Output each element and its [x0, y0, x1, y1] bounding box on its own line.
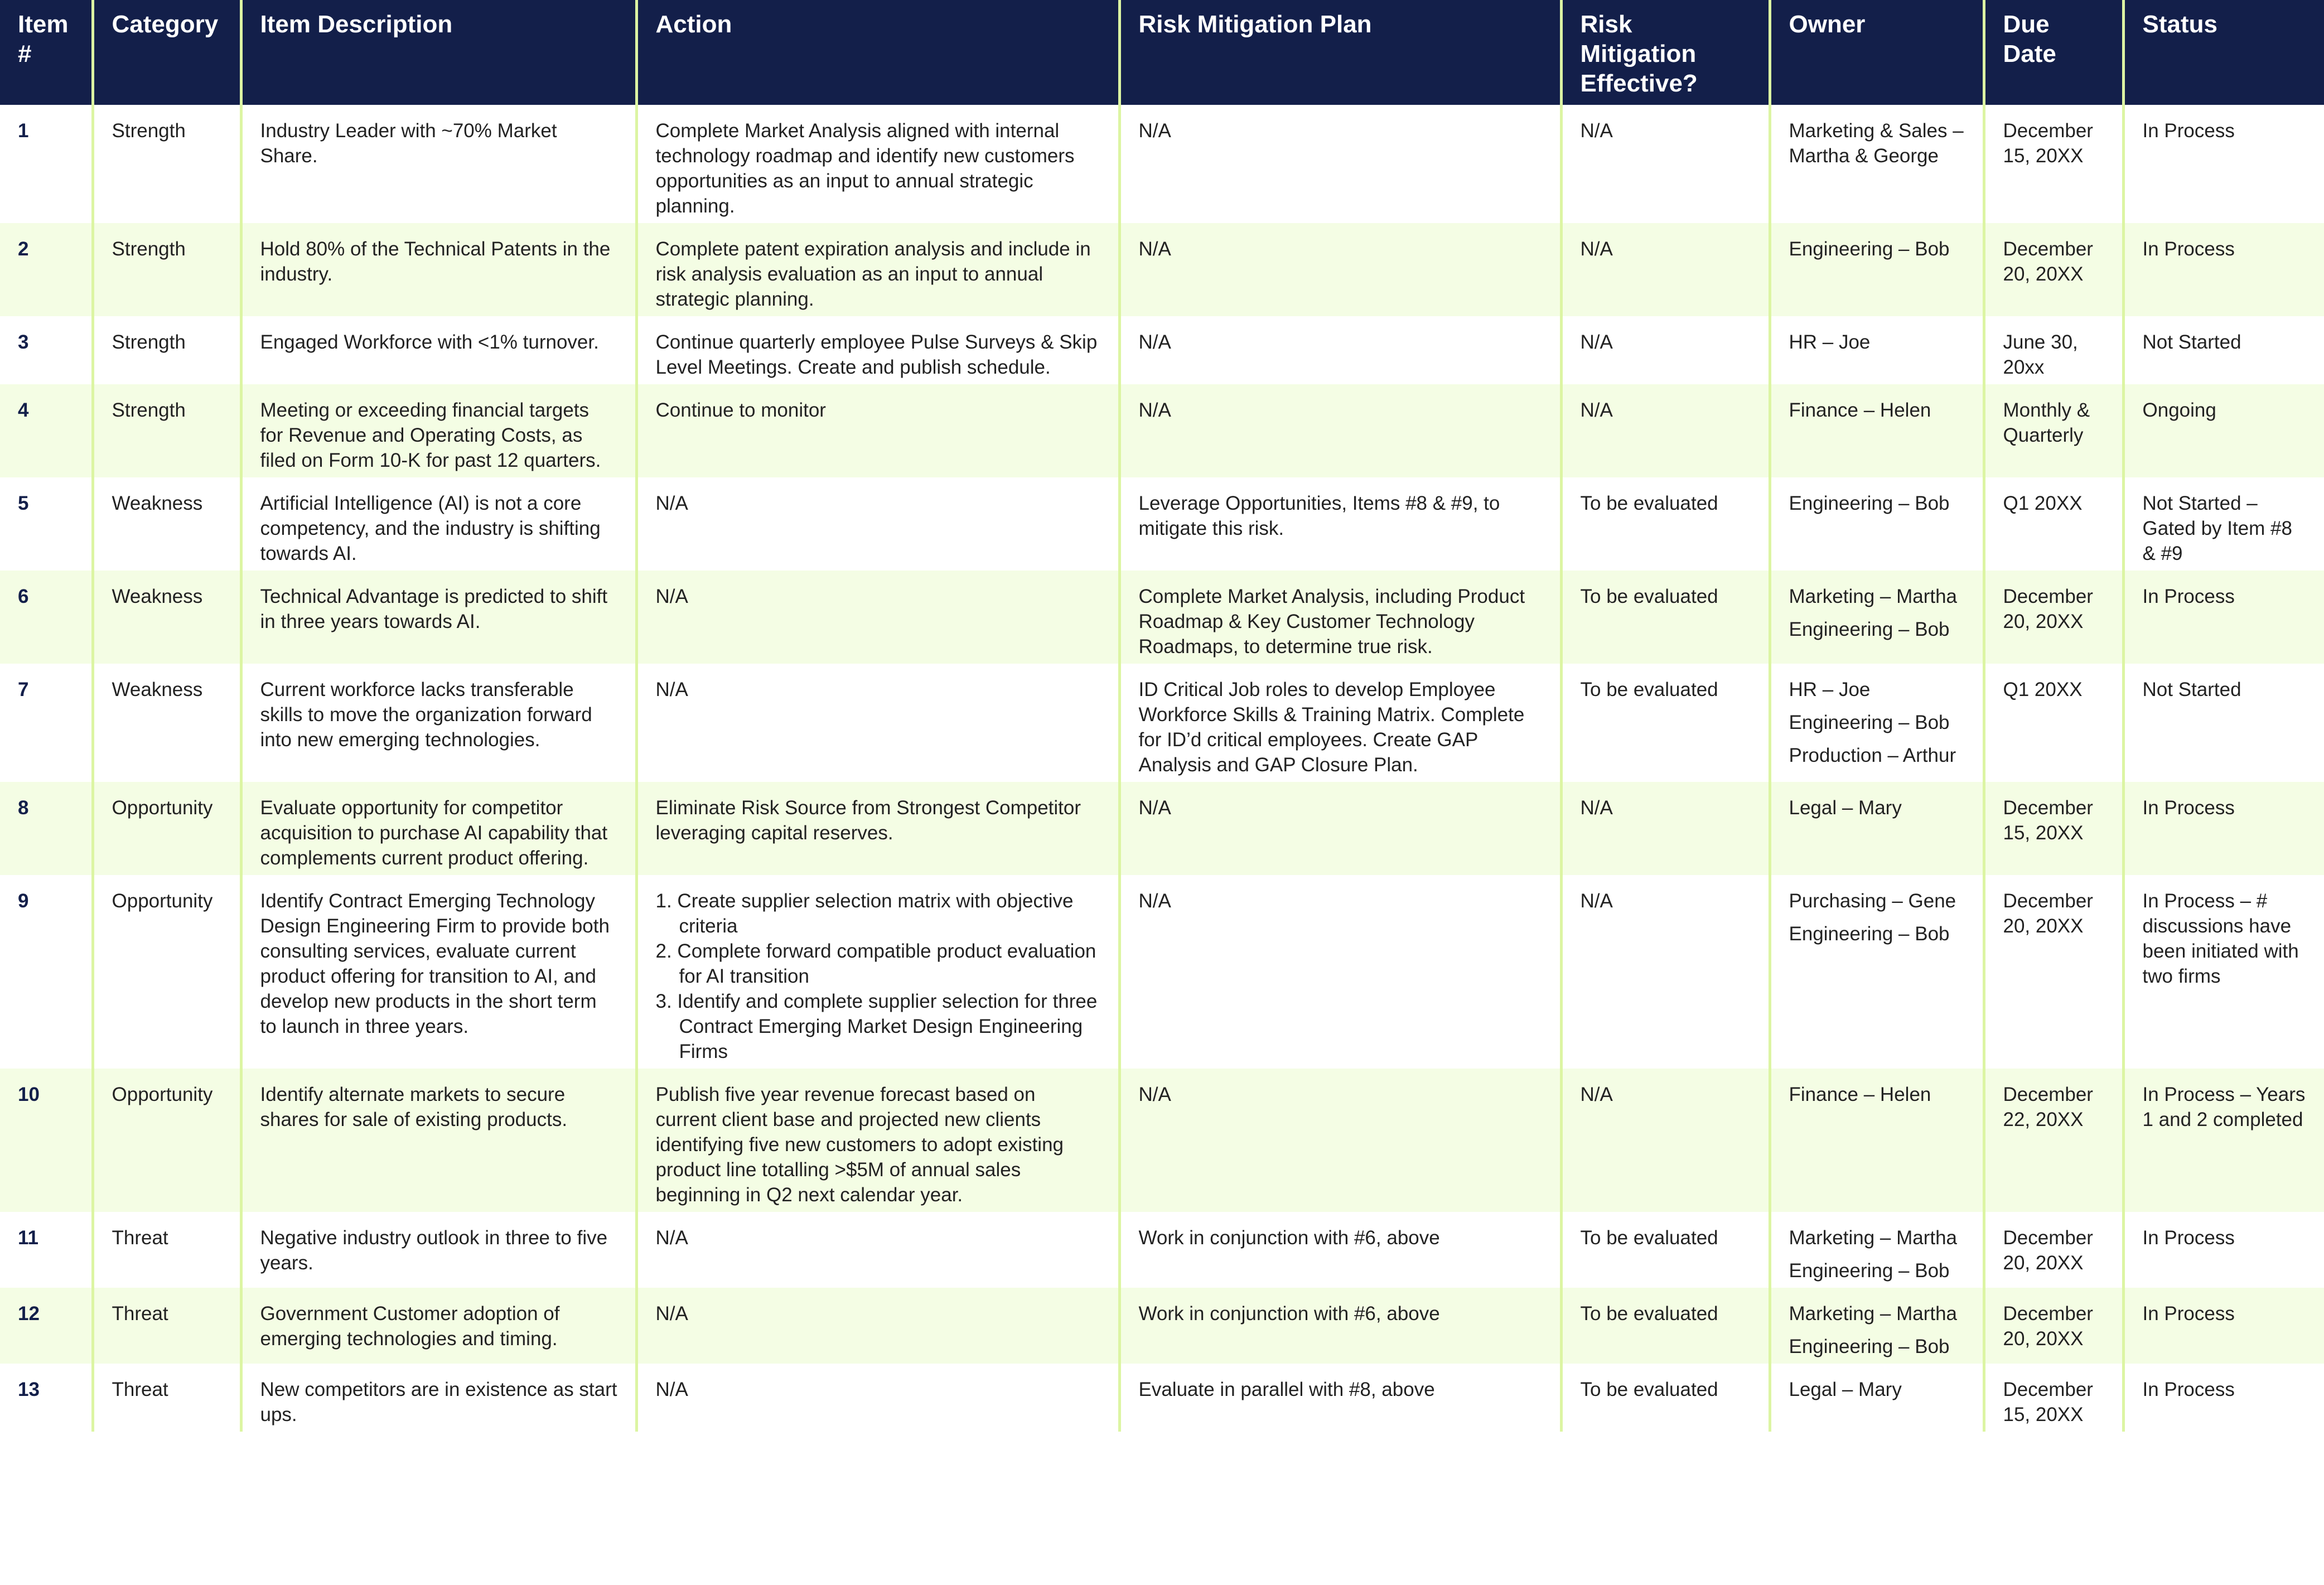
item-description-cell: Hold 80% of the Technical Patents in the industry.	[241, 223, 636, 316]
due-date-cell: December 15, 20XX	[1984, 1364, 2123, 1432]
owner-cell	[1770, 664, 1984, 782]
header-risk-mitigation-effective	[1561, 0, 1770, 105]
item-number-cell: 11	[0, 1212, 93, 1288]
owner-cell	[1770, 875, 1984, 1069]
item-description-cell: New competitors are in existence as start ups.	[241, 1364, 636, 1432]
risk-mitigation-effective-cell: N/A	[1561, 316, 1770, 384]
header-action: Action	[636, 0, 1119, 105]
table-row	[0, 1364, 2324, 1432]
status-cell: Not Started	[2142, 679, 2241, 700]
category-cell: Strength	[93, 316, 241, 384]
action-steps-list	[656, 888, 1100, 1064]
status-cell: In Process – Years 1 and 2 completed	[2123, 1069, 2324, 1212]
header-effective-line-2: Effective?	[1580, 70, 1698, 97]
item-number-cell: 13	[0, 1364, 93, 1432]
risk-mitigation-plan-cell: N/A	[1119, 316, 1561, 384]
table-header	[0, 0, 2324, 105]
action-cell: N/A	[636, 1288, 1119, 1364]
action-cell	[636, 875, 1119, 1069]
action-cell: N/A	[636, 571, 1119, 664]
risk-mitigation-plan-cell: N/A	[1119, 223, 1561, 316]
due-date-cell: December 15, 20XX	[1984, 782, 2123, 875]
item-number-cell: 5	[0, 477, 93, 571]
risk-mitigation-plan-cell: N/A	[1119, 782, 1561, 875]
risk-mitigation-effective-cell: To be evaluated	[1561, 664, 1770, 782]
action-step: 1. Create supplier selection matrix with objective criteria	[655, 890, 1074, 937]
risk-mitigation-effective-cell: N/A	[1561, 223, 1770, 316]
status-cell: In Process	[2142, 120, 2235, 142]
table-row	[0, 384, 2324, 477]
risk-mitigation-plan-cell: Evaluate in parallel with #8, above	[1119, 1364, 1561, 1432]
status-cell: In Process	[2123, 1288, 2324, 1364]
owner-name: HR – Joe	[1789, 679, 1871, 700]
table-row	[0, 1212, 2324, 1288]
status-cell: In Process	[2123, 571, 2324, 664]
owner-cell	[1770, 782, 1984, 875]
table-body	[0, 105, 2324, 1432]
status-cell: In Process	[2123, 782, 2324, 875]
header-owner: Owner	[1770, 0, 1984, 105]
risk-mitigation-plan-cell: N/A	[1119, 875, 1561, 1069]
action-cell: N/A	[636, 1364, 1119, 1432]
risk-mitigation-plan-cell: N/A	[1119, 1069, 1561, 1212]
item-number-cell: 2	[0, 223, 93, 316]
owner-cell	[1770, 1364, 1984, 1432]
risk-mitigation-plan-cell: ID Critical Job roles to develop Employee Workforce Skills & Training Matrix. Complete for ID’d critical employees. Create GAP Analysis and GAP Closure Plan.	[1119, 664, 1561, 782]
item-description-cell: Meeting or exceeding financial targets for Revenue and Operating Costs, as filed on Form 10-K for past 12 quarters.	[241, 384, 636, 477]
owner-name: Engineering – Bob	[1789, 712, 1950, 733]
category-cell: Weakness	[93, 664, 241, 782]
item-number-cell: 12	[0, 1288, 93, 1364]
category-cell: Threat	[93, 1288, 241, 1364]
status-cell: Not Started	[2142, 331, 2241, 353]
header-item-line-2: #	[18, 40, 32, 67]
owner-name: Engineering – Bob	[1789, 238, 1950, 260]
owner-name: Engineering – Bob	[1789, 1260, 1950, 1282]
owner-name: Marketing – Martha	[1789, 1227, 1958, 1249]
risk-mitigation-plan-cell: N/A	[1119, 384, 1561, 477]
due-date-cell: December 20, 20XX	[1984, 223, 2123, 316]
action-cell: Eliminate Risk Source from Strongest Competitor leveraging capital reserves.	[636, 782, 1119, 875]
due-date-cell: December 20, 20XX	[1984, 875, 2123, 1069]
category-cell: Strength	[93, 105, 241, 223]
category-cell: Opportunity	[93, 1069, 241, 1212]
risk-mitigation-plan-cell: Work in conjunction with #6, above	[1119, 1288, 1561, 1364]
item-number-cell: 6	[0, 571, 93, 664]
action-cell: N/A	[636, 477, 1119, 571]
header-category: Category	[93, 0, 241, 105]
risk-mitigation-effective-cell: To be evaluated	[1561, 1288, 1770, 1364]
owner-name: Engineering – Bob	[1789, 923, 1950, 945]
header-status: Status	[2123, 0, 2324, 105]
due-date-cell: June 30, 20xx	[1984, 316, 2123, 384]
owner-name: Purchasing – Gene	[1789, 890, 1956, 912]
risk-mitigation-effective-cell: To be evaluated	[1561, 1212, 1770, 1288]
owner-name: Legal – Mary	[1789, 797, 1902, 819]
owner-name: Marketing – Martha	[1789, 586, 1958, 607]
header-due-line-1: Due	[2003, 11, 2050, 38]
due-date-cell: December 22, 20XX	[1984, 1069, 2123, 1212]
table-row	[0, 477, 2324, 571]
owner-cell	[1770, 223, 1984, 316]
action-cell: Publish five year revenue forecast based on current client base and projected new clients identifying five new customers to adopt existing product line totalling >$5M of annual sales beginning in Q2 next calendar year.	[636, 1069, 1119, 1212]
status-cell: In Process	[2142, 1227, 2235, 1249]
item-description-cell: Identify alternate markets to secure shares for sale of existing products.	[241, 1069, 636, 1212]
item-description-cell: Current workforce lacks transferable skills to move the organization forward into new emerging technologies.	[241, 664, 636, 782]
table-row	[0, 875, 2324, 1069]
action-step: 3. Identify and complete supplier selection for three Contract Emerging Market Design Engineering Firms	[655, 990, 1098, 1062]
due-date-cell: December 20, 20XX	[1984, 571, 2123, 664]
status-cell: In Process	[2142, 1379, 2235, 1400]
category-cell: Strength	[93, 384, 241, 477]
owner-cell	[1770, 477, 1984, 571]
category-cell: Strength	[93, 223, 241, 316]
risk-mitigation-effective-cell: N/A	[1561, 782, 1770, 875]
header-effective-line-1: Risk Mitigation	[1580, 11, 1697, 67]
header-item-number	[0, 0, 93, 105]
owner-cell	[1770, 571, 1984, 664]
item-description-cell: Negative industry outlook in three to five years.	[241, 1212, 636, 1288]
owner-cell	[1770, 1288, 1984, 1364]
table-row	[0, 664, 2324, 782]
header-item-description: Item Description	[241, 0, 636, 105]
risk-mitigation-effective-cell: N/A	[1561, 1069, 1770, 1212]
item-number-cell: 7	[0, 664, 93, 782]
action-cell: Continue to monitor	[636, 384, 1119, 477]
owner-name: Engineering – Bob	[1789, 1336, 1950, 1357]
action-cell: N/A	[636, 1212, 1119, 1288]
category-cell: Opportunity	[93, 875, 241, 1069]
category-cell: Threat	[93, 1212, 241, 1288]
status-cell: In Process	[2123, 223, 2324, 316]
owner-name: Marketing – Martha	[1789, 1303, 1958, 1325]
category-cell: Weakness	[93, 477, 241, 571]
owner-name: Engineering – Bob	[1789, 618, 1950, 640]
action-cell: Complete Market Analysis aligned with internal technology roadmap and identify new customers opportunities as an input to annual strategic planning.	[636, 105, 1119, 223]
risk-mitigation-plan-cell: N/A	[1119, 105, 1561, 223]
due-date-cell: December 20, 20XX	[1984, 1288, 2123, 1364]
owner-cell	[1770, 1212, 1984, 1288]
due-date-cell: Q1 20XX	[1984, 664, 2123, 782]
item-number-cell: 4	[0, 384, 93, 477]
owner-name: Production – Arthur	[1789, 745, 1956, 766]
header-row	[0, 0, 2324, 105]
due-date-cell: December 20, 20XX	[1984, 1212, 2123, 1288]
owner-cell	[1770, 384, 1984, 477]
item-description-cell: Technical Advantage is predicted to shift in three years towards AI.	[241, 571, 636, 664]
owner-name: Finance – Helen	[1789, 1084, 1931, 1105]
item-number-cell: 10	[0, 1069, 93, 1212]
action-cell: Complete patent expiration analysis and include in risk analysis evaluation as an input to annual strategic planning.	[636, 223, 1119, 316]
owner-cell	[1770, 105, 1984, 223]
owner-name: Finance – Helen	[1789, 399, 1931, 421]
table-row	[0, 105, 2324, 223]
table-row	[0, 571, 2324, 664]
item-description-cell: Government Customer adoption of emerging technologies and timing.	[241, 1288, 636, 1364]
due-date-cell: Monthly & Quarterly	[1984, 384, 2123, 477]
action-cell: Continue quarterly employee Pulse Surveys & Skip Level Meetings. Create and publish schedule.	[636, 316, 1119, 384]
risk-mitigation-effective-cell: N/A	[1561, 875, 1770, 1069]
table-row	[0, 316, 2324, 384]
header-due-line-2: Date	[2003, 40, 2056, 67]
action-step: 2. Complete forward compatible product evaluation for AI transition	[655, 940, 1096, 987]
item-number-cell: 9	[0, 875, 93, 1069]
risk-mitigation-effective-cell: N/A	[1561, 384, 1770, 477]
risk-mitigation-plan-cell: Leverage Opportunities, Items #8 & #9, to mitigate this risk.	[1119, 477, 1561, 571]
due-date-cell: December 15, 20XX	[1984, 105, 2123, 223]
owner-cell	[1770, 316, 1984, 384]
header-due-date	[1984, 0, 2123, 105]
action-cell: N/A	[636, 664, 1119, 782]
item-description-cell: Identify Contract Emerging Technology Design Engineering Firm to provide both consulting services, evaluate current product offering for transition to AI, and develop new products in the short term to launch in three years.	[241, 875, 636, 1069]
status-cell: Not Started – Gated by Item #8 & #9	[2142, 492, 2292, 564]
owner-cell	[1770, 1069, 1984, 1212]
item-description-cell: Evaluate opportunity for competitor acquisition to purchase AI capability that complements current product offering.	[241, 782, 636, 875]
item-number-cell: 1	[0, 105, 93, 223]
owner-name: Engineering – Bob	[1789, 492, 1950, 514]
table-row	[0, 223, 2324, 316]
category-cell: Opportunity	[93, 782, 241, 875]
header-item-line-1: Item	[18, 11, 69, 38]
category-cell: Weakness	[93, 571, 241, 664]
risk-mitigation-effective-cell: N/A	[1561, 105, 1770, 223]
header-risk-mitigation-plan: Risk Mitigation Plan	[1119, 0, 1561, 105]
item-description-cell: Industry Leader with ~70% Market Share.	[241, 105, 636, 223]
due-date-cell: Q1 20XX	[1984, 477, 2123, 571]
item-description-cell: Engaged Workforce with <1% turnover.	[241, 316, 636, 384]
status-cell: Ongoing	[2123, 384, 2324, 477]
category-cell: Threat	[93, 1364, 241, 1432]
status-cell: In Process – # discussions have been initiated with two firms	[2142, 890, 2299, 987]
owner-name: Legal – Mary	[1789, 1379, 1902, 1400]
risk-mitigation-effective-cell: To be evaluated	[1561, 477, 1770, 571]
owner-name: Marketing & Sales – Martha & George	[1789, 120, 1964, 167]
risk-mitigation-effective-cell: To be evaluated	[1561, 1364, 1770, 1432]
table-row	[0, 1288, 2324, 1364]
risk-mitigation-plan-cell: Complete Market Analysis, including Product Roadmap & Key Customer Technology Roadmaps, to determine true risk.	[1119, 571, 1561, 664]
item-number-cell: 8	[0, 782, 93, 875]
item-description-cell: Artificial Intelligence (AI) is not a core competency, and the industry is shifting towards AI.	[241, 477, 636, 571]
table-row	[0, 1069, 2324, 1212]
item-number-cell: 3	[0, 316, 93, 384]
risk-mitigation-effective-cell: To be evaluated	[1561, 571, 1770, 664]
owner-name: HR – Joe	[1789, 331, 1871, 353]
table-row	[0, 782, 2324, 875]
risk-mitigation-plan-cell: Work in conjunction with #6, above	[1119, 1212, 1561, 1288]
